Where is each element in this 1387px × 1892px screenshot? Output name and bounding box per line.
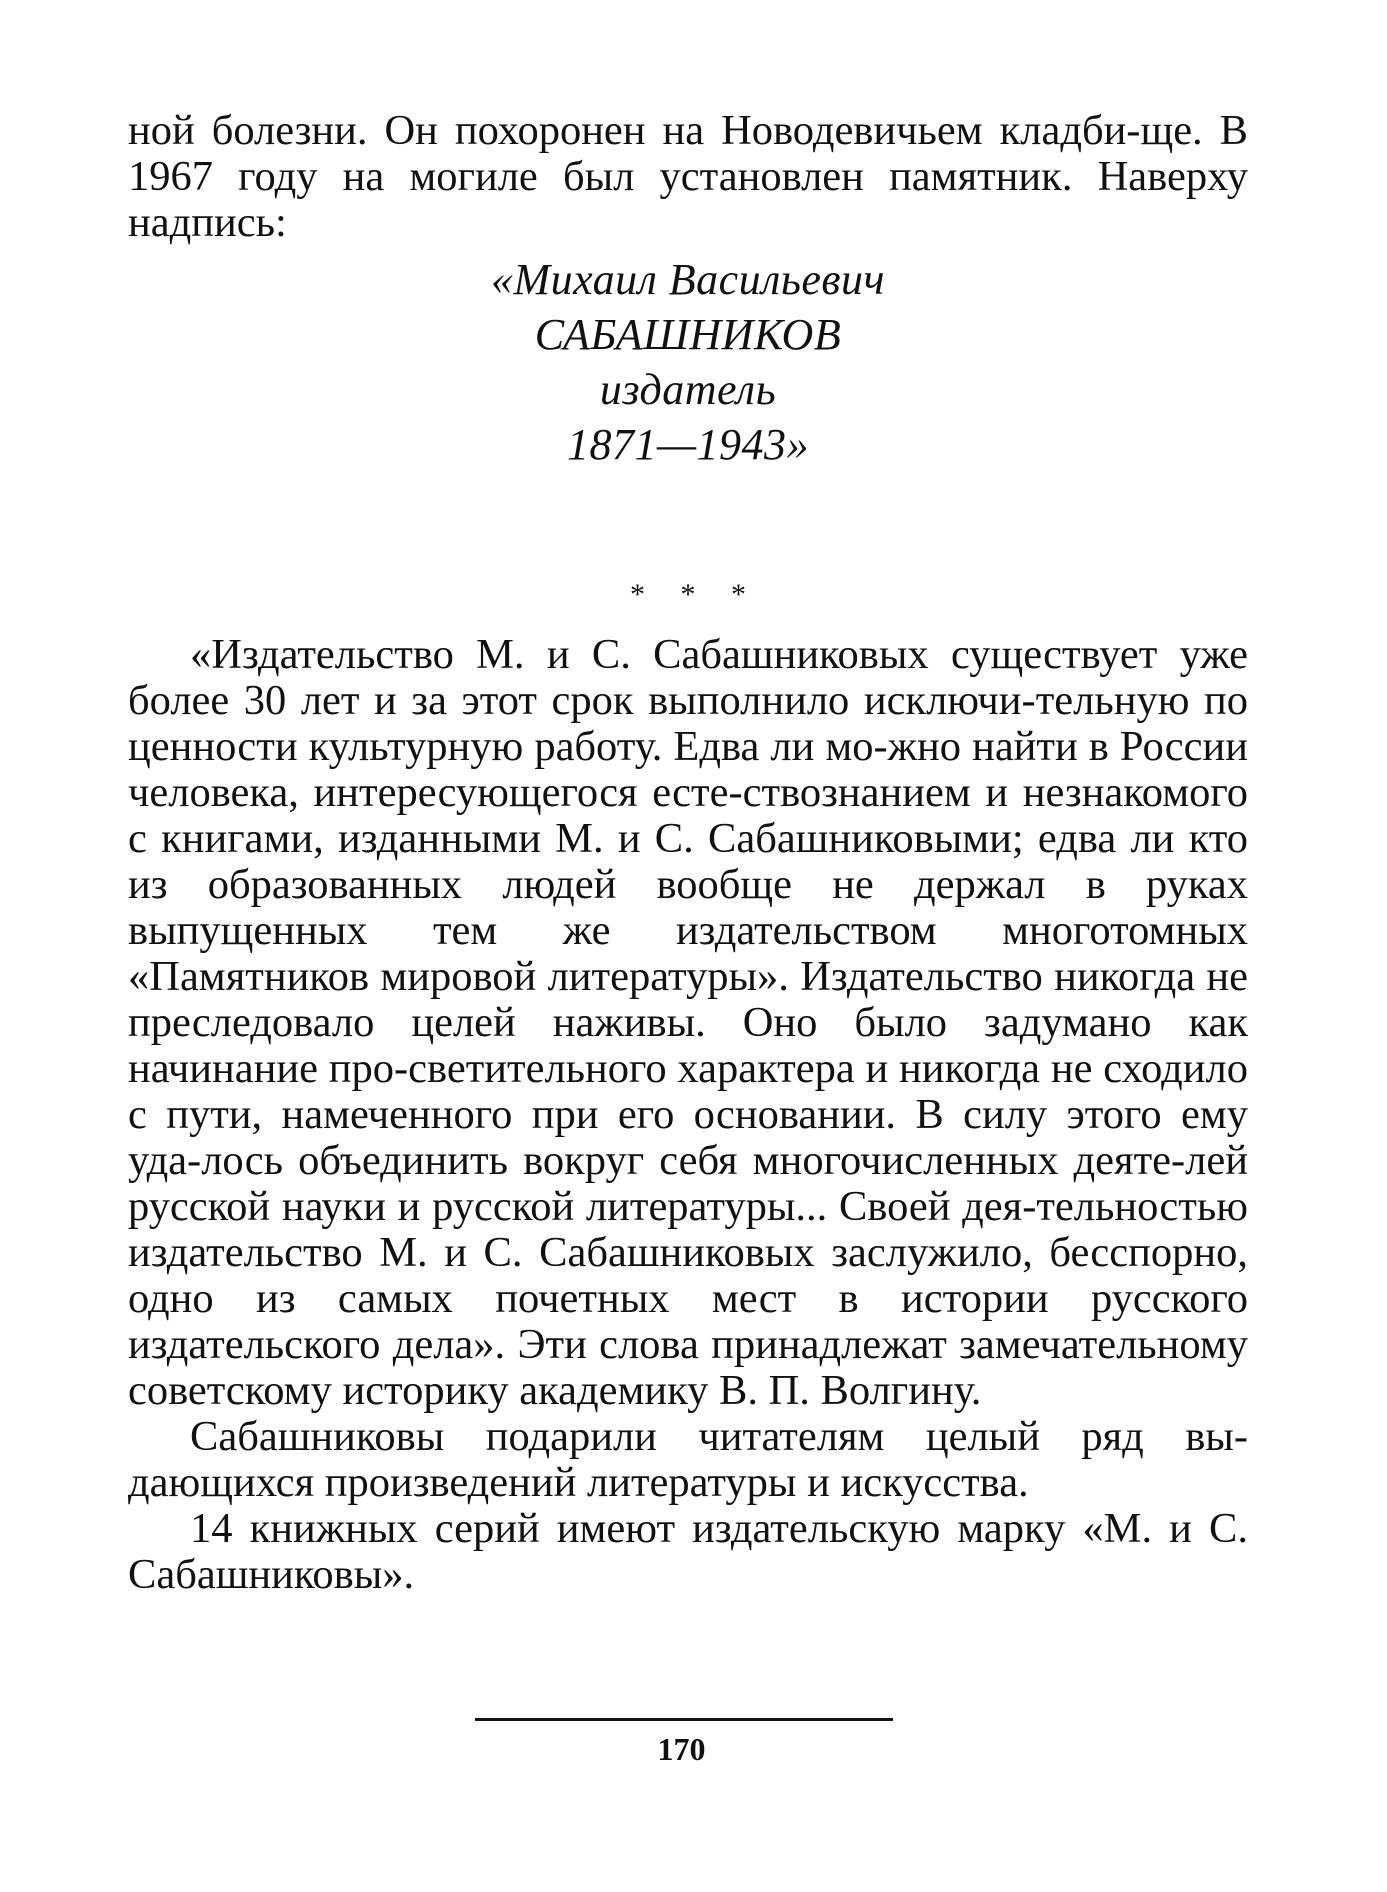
footer-rule bbox=[475, 1718, 893, 1721]
main-text bbox=[128, 632, 1248, 1598]
section-separator: * * * bbox=[630, 578, 760, 611]
inscription-line-years: 1871—1943» bbox=[566, 420, 810, 469]
page-number: 170 bbox=[657, 1731, 706, 1767]
page-footer bbox=[0, 1718, 1387, 1769]
memorial-inscription bbox=[128, 252, 1248, 472]
paragraph-works: Сабашниковы подарили читателям целый ряд вы-дающихся произведений литературы и искусства. bbox=[128, 1413, 1248, 1506]
inscription-line-surname: САБАШНИКОВ bbox=[534, 310, 842, 359]
top-paragraph: ной болезни. Он похоронен на Новодевичьем кладби-ще. В 1967 году на могиле был установлен памятник. Наверху надпись: bbox=[128, 107, 1248, 246]
page-body bbox=[128, 108, 1248, 1598]
inscription-line-name: «Михаил Васильевич bbox=[490, 255, 886, 304]
inscription-line-profession: издатель bbox=[599, 365, 777, 414]
paragraph-volgin-quote: «Издательство М. и С. Сабашниковых существует уже более 30 лет и за этот срок выполнило исключи-тельную по ценности культурную работу. Едва ли мо-жно найти в России человека, интересующегося есте-ствознанием и незнакомого с книгами, изданными М. и С. Сабашниковыми; едва ли кто из образованных людей вообще не держал в руках выпущенных тем же издательством многотомных «Памятников мировой литературы». Издательство никогда не преследовало целей наживы. Оно было задумано как начинание про-светительного характера и никогда не сходило с пути, намеченного при его основании. В силу этого ему уда-лось объединить вокруг себя многочисленных деяте-лей русской науки и русской литературы... Своей дея-тельностью издательство М. и С. Сабашниковых заслужило, бесспорно, одно из самых почетных мест в истории русского издательского дела». Эти слова принадлежат замечательному советскому историку академику В. П. Волгину. bbox=[128, 631, 1248, 1414]
paragraph-series: 14 книжных серий имеют издательскую марку «М. и С. Сабашниковы». bbox=[128, 1505, 1248, 1598]
